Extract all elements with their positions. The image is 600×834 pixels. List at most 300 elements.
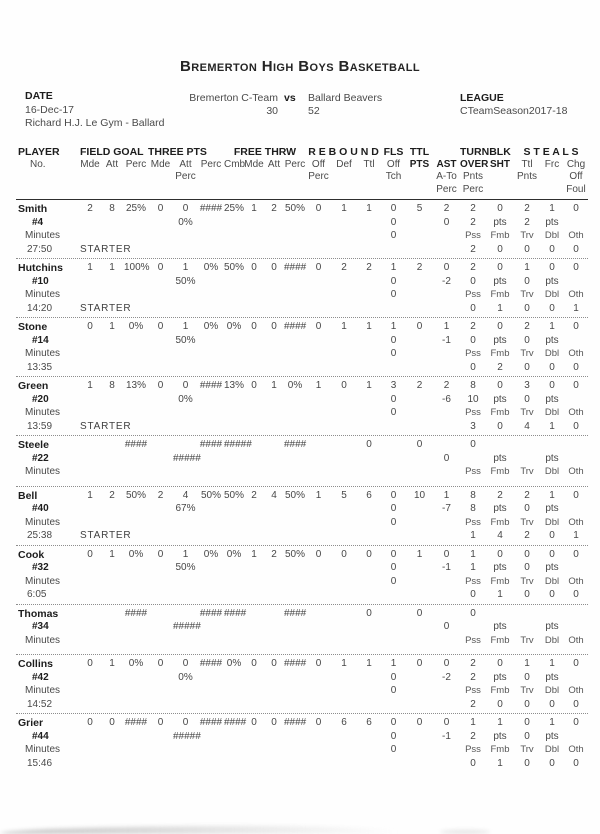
player-row-cook	[16, 546, 588, 605]
cell-fls-tch: 0	[390, 393, 397, 405]
turnover-detail-label: Fmb	[490, 230, 510, 241]
starter-label: STARTER	[80, 420, 132, 432]
player-number: #44	[32, 730, 49, 742]
cell-rb-ttl: 2	[366, 262, 372, 273]
cell-rb-off: 0	[315, 203, 322, 214]
turnover-detail-label: Fmb	[490, 744, 510, 755]
turnover-detail-label: Fmb	[490, 289, 510, 300]
cell-tp-perc: ####	[199, 658, 223, 669]
cell-rb-ttl: 0	[366, 607, 372, 619]
subheader-tp-att-perc: Perc	[175, 171, 196, 182]
date-value: 16-Dec-17	[25, 103, 75, 116]
player-row-green	[16, 377, 588, 436]
cell-turnover-detail: 4	[524, 420, 530, 432]
cell-ast-ato: 0	[443, 452, 450, 464]
cell-fls-line3: 0	[390, 575, 397, 587]
cell-over: 0	[470, 439, 476, 450]
minutes-label: Minutes	[25, 348, 61, 359]
minutes-label: Minutes	[25, 407, 61, 418]
cell-fg-att: 8	[109, 380, 115, 391]
cell-fg-mde: 0	[87, 658, 93, 669]
cell-ft-perc: ####	[284, 321, 307, 332]
turnover-detail-label: Fmb	[490, 575, 510, 587]
pts-unit-label: pts	[545, 503, 559, 514]
cell-tp-cmb: 0%	[226, 548, 242, 560]
turnover-detail-label: Trv	[520, 516, 534, 528]
cell-fg-att: 0	[109, 717, 115, 728]
pts-unit-label: pts	[545, 562, 559, 573]
cell-ast-ato: -1	[442, 334, 451, 346]
cell-turnover-detail: 1	[497, 757, 503, 769]
pts-unit-label: pts	[545, 216, 559, 228]
turnover-detail-label: Pss	[465, 575, 481, 587]
cell-tp-att: 0	[182, 203, 189, 214]
pts-unit-label: pts	[545, 334, 559, 346]
pts-unit-label: pts	[493, 334, 507, 346]
cell-tp-perc: 0%	[203, 321, 219, 332]
player-name: Smith	[18, 203, 48, 215]
cell-tp-att: 1	[182, 321, 189, 332]
cell-turnover-detail: 0	[470, 589, 476, 600]
cell-tp-perc: ####	[199, 439, 223, 450]
cell-over: 2	[470, 321, 476, 332]
cell-rb-off: 0	[315, 548, 322, 560]
league-label: LEAGUE	[460, 91, 504, 104]
turnover-detail-label: Pss	[465, 289, 481, 300]
cell-stl-frc: 1	[549, 658, 555, 669]
cell-tp-cmb: 50%	[224, 489, 245, 501]
turnover-detail-label: Trv	[520, 634, 534, 646]
cell-fls-off: 1	[390, 262, 397, 273]
player-name: Hutchins	[18, 262, 63, 274]
cell-over: 2	[470, 203, 476, 214]
cell-pts: 0	[416, 321, 423, 332]
turnover-detail-label: Oth	[568, 685, 584, 696]
cell-ast-ato: -1	[442, 562, 451, 573]
cell-stl-ttl: 1	[524, 658, 530, 669]
cell-turnover-detail: 0	[470, 757, 476, 769]
cell-tp-mde: 0	[157, 380, 164, 391]
player-name: Steele	[18, 439, 49, 451]
cell-stl-frc: 1	[549, 321, 555, 332]
cell-stl-chg: 0	[573, 262, 579, 273]
subheader-ft-perc: Perc	[284, 158, 306, 170]
cell-ast: 0	[443, 658, 450, 669]
subheader-chg: Chg	[566, 158, 586, 170]
player-name: Grier	[18, 717, 44, 729]
cell-ft-att: 0	[271, 717, 277, 728]
cell-blk-sht: 0	[497, 262, 503, 273]
pts-unit-label: pts	[493, 393, 507, 405]
cell-ft-perc: ####	[284, 439, 307, 450]
cell-stl-ttl: 1	[524, 262, 530, 273]
subheader-fg-perc: Perc	[125, 158, 147, 170]
player-row-hutchins	[16, 259, 588, 318]
cell-rb-def: 2	[341, 262, 347, 273]
turnover-detail-label: Oth	[568, 466, 584, 477]
cell-tp-mde: 0	[157, 262, 164, 273]
cell-over: 2	[470, 262, 476, 273]
cell-stl-chg: 0	[573, 203, 579, 214]
cell-fg-mde: 1	[87, 489, 93, 501]
pts-unit-label: pts	[493, 275, 507, 287]
player-row-bell	[16, 487, 588, 546]
cell-rb-ttl: 6	[366, 717, 372, 728]
cell-ft-mde: 0	[251, 717, 257, 728]
player-number: #42	[32, 671, 49, 683]
cell-ft-att: 0	[271, 262, 277, 273]
cell-fls-line3: 0	[390, 516, 397, 528]
cell-tp-perc: 50%	[200, 489, 221, 501]
turnover-detail-label: Dbl	[544, 230, 560, 241]
cell-rb-def: 1	[341, 321, 347, 332]
cell-rb-def: 6	[341, 717, 347, 728]
pts-unit-label: pts	[545, 621, 559, 632]
subheader-rb-def: Def	[336, 158, 352, 170]
cell-turnover-detail: 1	[573, 530, 579, 541]
cell-ast: 1	[443, 489, 450, 501]
cell-stl-pnts: 0	[524, 503, 530, 514]
cell-tp-perc: 0%	[203, 548, 219, 560]
cell-ast: 0	[443, 548, 450, 560]
cell-ft-mde: 1	[251, 548, 257, 560]
turnover-detail-label: Oth	[568, 516, 584, 528]
player-row-steele	[16, 436, 588, 487]
cell-fg-att: 8	[109, 203, 115, 214]
cell-turnover-detail: 0	[497, 420, 503, 432]
subheader-rb-off: Off	[311, 158, 326, 170]
cell-ast-ato: -7	[442, 503, 451, 514]
cell-fg-att: 1	[109, 262, 115, 273]
pts-unit-label: pts	[493, 503, 507, 514]
cell-stl-pnts: 2	[524, 216, 530, 228]
subheader-tp-perc: Perc	[200, 158, 222, 170]
cell-over: 1	[470, 548, 476, 560]
subheader-tp-cmb: Cmb	[224, 158, 246, 170]
cell-pts: 0	[416, 717, 423, 728]
header-free-throw: FREE THRW	[233, 146, 297, 158]
cell-tp-perc: ####	[199, 203, 223, 214]
venue: Richard H.J. Le Gym - Ballard	[25, 117, 165, 129]
cell-stl-frc: 0	[549, 380, 555, 391]
cell-tp-att-perc: 50%	[175, 275, 196, 287]
header-player: PLAYER	[18, 146, 60, 158]
turnover-detail-label: Dbl	[544, 685, 560, 696]
cell-stl-ttl: 0	[524, 717, 530, 728]
pts-unit-label: pts	[493, 562, 507, 573]
cell-fls-off: 1	[390, 321, 397, 332]
cell-tp-att-perc: 0%	[178, 393, 193, 405]
subheader-ft-att: Att	[267, 158, 281, 170]
cell-rb-ttl: 0	[366, 439, 372, 450]
cell-rb-def: 1	[341, 658, 347, 669]
cell-ast: 1	[443, 321, 450, 332]
cell-ft-att: 2	[271, 203, 277, 214]
cell-pts: 5	[416, 203, 423, 214]
turnover-detail-label: Pss	[465, 230, 481, 241]
turnover-detail-label: Dbl	[544, 466, 560, 477]
cell-rb-ttl: 1	[366, 658, 372, 669]
starter-label: STARTER	[80, 302, 132, 314]
cell-turnover-detail: 0	[573, 589, 579, 600]
cell-over-pnts: 2	[470, 216, 476, 228]
turnover-detail-label: Oth	[568, 634, 584, 646]
cell-stl-chg: 0	[573, 489, 579, 501]
subheader-tp-made: Mde	[150, 158, 171, 170]
cell-ast-ato: -1	[442, 730, 451, 742]
table-header	[16, 146, 588, 200]
header-fouls: FLS	[383, 146, 404, 158]
minutes-value: 14:52	[27, 698, 53, 710]
cell-tp-att: 1	[182, 548, 189, 560]
cell-fg-mde: 1	[87, 262, 93, 273]
cell-rb-ttl: 1	[366, 380, 372, 391]
turnover-detail-label: Dbl	[544, 289, 560, 300]
cell-turnover-detail: 0	[549, 757, 555, 769]
cell-tp-mde: 2	[157, 489, 164, 501]
cell-rb-off: 0	[315, 658, 322, 669]
cell-blk-sht: 0	[497, 548, 503, 560]
cell-pts: 2	[416, 262, 423, 273]
page-title: Bremerton High Boys Basketball	[180, 58, 420, 75]
cell-fg-perc: 100%	[124, 262, 150, 273]
cell-over: 8	[470, 489, 476, 501]
minutes-value: 15:46	[27, 757, 53, 769]
cell-turnover-detail: 0	[524, 589, 530, 600]
turnover-detail-label: Trv	[520, 575, 534, 587]
subheader-fg-att: Att	[105, 158, 119, 170]
cell-stl-chg: 0	[573, 380, 579, 391]
cell-ft-att: 2	[271, 548, 277, 560]
cell-fg-att: 1	[109, 548, 115, 560]
cell-tp-att: 0	[182, 380, 189, 391]
cell-tp-cmb: 13%	[224, 380, 245, 391]
header-field-goal: FIELD GOAL	[80, 146, 144, 158]
cell-fls-line3: 0	[390, 744, 397, 755]
cell-blk-sht: 0	[497, 658, 503, 669]
cell-turnover-detail: 2	[524, 530, 530, 541]
cell-ast-ato: 0	[443, 216, 450, 228]
minutes-label: Minutes	[25, 289, 61, 300]
cell-rb-off: 1	[315, 489, 322, 501]
cell-ast-ato: 0	[443, 621, 450, 632]
subheader-no: No.	[30, 158, 46, 170]
player-number: #10	[32, 275, 49, 287]
cell-over: 0	[470, 607, 476, 619]
turnover-detail-label: Pss	[465, 466, 481, 477]
cell-turnover-detail: 0	[549, 361, 555, 373]
cell-fls-line3: 0	[390, 230, 397, 241]
cell-over-pnts: 2	[470, 671, 476, 683]
cell-ft-mde: 0	[251, 321, 257, 332]
cell-ft-perc: 50%	[284, 548, 305, 560]
subheader-fls-tch: Tch	[385, 171, 402, 182]
cell-stl-pnts: 0	[524, 393, 530, 405]
cell-tp-cmb: 25%	[224, 203, 245, 214]
turnover-detail-label: Trv	[520, 289, 534, 300]
subheader-ast: AST	[436, 158, 457, 170]
cell-tp-perc: 0%	[203, 262, 219, 273]
turnover-detail-label: Fmb	[490, 407, 510, 418]
cell-tp-mde: 0	[157, 548, 164, 560]
cell-stl-pnts: 0	[524, 562, 530, 573]
cell-fls-tch: 0	[390, 562, 397, 573]
cell-turnover-detail: 0	[524, 698, 530, 710]
cell-fg-mde: 2	[87, 203, 93, 214]
subheader-rb-ttl: Ttl	[363, 158, 375, 170]
turnover-detail-label: Trv	[520, 230, 534, 241]
turnover-detail-label: Pss	[465, 744, 481, 755]
cell-fg-perc: 25%	[125, 203, 146, 214]
player-row-thomas	[16, 605, 588, 656]
cell-tp-att-perc: 0%	[178, 216, 193, 228]
cell-fg-perc: 50%	[125, 489, 146, 501]
cell-fls-tch: 0	[390, 730, 397, 742]
minutes-value: 6:05	[27, 589, 47, 600]
cell-ast: 2	[443, 203, 450, 214]
player-number: #14	[32, 334, 49, 346]
cell-fls-off: 0	[390, 548, 397, 560]
cell-ast: 0	[443, 717, 450, 728]
away-team-name: Ballard Beavers	[308, 91, 383, 104]
cell-fg-mde: 1	[87, 380, 93, 391]
cell-fg-mde: 0	[87, 717, 93, 728]
cell-turnover-detail: 0	[470, 361, 476, 373]
cell-rb-ttl: 6	[366, 489, 372, 501]
cell-tp-mde: 0	[157, 658, 164, 669]
cell-fg-att: 1	[109, 321, 115, 332]
minutes-label: Minutes	[25, 685, 61, 696]
turnover-detail-label: Dbl	[544, 348, 560, 359]
cell-turnover-detail: 0	[497, 243, 503, 255]
cell-stl-chg: 0	[573, 321, 579, 332]
cell-fg-perc: ####	[124, 607, 148, 619]
cell-rb-def: 0	[341, 548, 347, 560]
cell-over: 2	[470, 658, 476, 669]
header-turn: TURN	[460, 146, 490, 158]
cell-ft-mde: 0	[251, 380, 257, 391]
cell-fg-perc: ####	[124, 717, 148, 728]
cell-stl-ttl: 2	[524, 489, 530, 501]
subheader-frc: Frc	[544, 158, 560, 170]
cell-rb-off: 1	[315, 380, 322, 391]
cell-fg-perc: 0%	[128, 548, 144, 560]
turnover-detail-label: Dbl	[544, 575, 560, 587]
cell-pts: 10	[413, 489, 426, 501]
player-name: Bell	[18, 489, 38, 502]
pts-unit-label: pts	[493, 216, 507, 228]
starter-label: STARTER	[80, 243, 132, 255]
subheader-ast-ato: A-To	[436, 171, 457, 182]
pts-unit-label: pts	[493, 621, 507, 632]
cell-stl-chg: 0	[573, 658, 579, 669]
player-rows	[0, 200, 600, 772]
pts-unit-label: pts	[545, 393, 559, 405]
cell-pts: 0	[416, 439, 423, 450]
cell-turnover-detail: 4	[497, 530, 503, 541]
turnover-detail-label: Fmb	[490, 685, 510, 696]
cell-ft-perc: ####	[284, 607, 307, 619]
cell-ft-mde: 2	[251, 489, 257, 501]
cell-ft-perc: ####	[284, 262, 307, 273]
scan-shadow	[0, 826, 420, 834]
turnover-detail-label: Fmb	[490, 348, 510, 359]
cell-turnover-detail: 1	[470, 530, 476, 541]
minutes-label: Minutes	[25, 230, 61, 241]
subheader-rb-off-perc: Perc	[308, 171, 329, 182]
away-team-score: 52	[308, 105, 320, 117]
player-name: Thomas	[18, 607, 59, 620]
cell-turnover-detail: 0	[573, 361, 579, 373]
turnover-detail-label: Fmb	[490, 516, 510, 528]
turnover-detail-label: Oth	[568, 407, 584, 418]
minutes-value: 27:50	[27, 243, 53, 255]
cell-stl-ttl: 2	[524, 321, 530, 332]
turnover-detail-label: Trv	[520, 744, 534, 755]
turnover-detail-label: Dbl	[544, 744, 560, 755]
cell-over: 8	[470, 380, 476, 391]
cell-turnover-detail: 2	[470, 243, 476, 255]
cell-tp-cmb: 0%	[226, 658, 242, 669]
cell-rb-off: 0	[315, 717, 322, 728]
cell-over-pnts: 0	[470, 334, 476, 346]
cell-blk-sht: 1	[497, 717, 503, 728]
turnover-detail-label: Dbl	[544, 407, 560, 418]
cell-tp-cmb: 50%	[224, 262, 245, 273]
turnover-detail-label: Fmb	[490, 466, 510, 477]
cell-fls-tch: 0	[390, 671, 397, 683]
cell-fg-att: 2	[109, 489, 115, 501]
cell-turnover-detail: 0	[524, 757, 530, 769]
player-name: Stone	[18, 321, 48, 333]
minutes-label: Minutes	[25, 744, 61, 755]
cell-fg-mde: 0	[87, 321, 93, 332]
cell-rb-def: 5	[341, 489, 347, 501]
cell-tp-mde: 0	[157, 203, 164, 214]
cell-ast-ato: -6	[442, 393, 451, 405]
cell-ft-mde: 0	[251, 262, 257, 273]
player-number: #20	[32, 393, 49, 405]
cell-fls-tch: 0	[390, 503, 397, 514]
turnover-detail-label: Oth	[568, 230, 584, 241]
turnover-detail-label: Pss	[465, 407, 481, 418]
turnover-detail-label: Trv	[520, 466, 534, 477]
subheader-chg-foul: Foul	[566, 183, 586, 195]
cell-ft-mde: 1	[251, 203, 257, 214]
turnover-detail-label: Oth	[568, 575, 584, 587]
cell-stl-chg: 0	[573, 717, 579, 728]
game-meta	[0, 90, 600, 138]
cell-stl-frc: 1	[549, 717, 555, 728]
pts-unit-label: pts	[493, 671, 507, 683]
cell-turnover-detail: 0	[573, 420, 579, 432]
pts-unit-label: pts	[493, 452, 507, 464]
cell-tp-att-perc: 0%	[178, 671, 193, 683]
subheader-ft-made: Mde	[244, 158, 264, 170]
subheader-over-pnts: Pnts	[462, 171, 483, 182]
cell-stl-pnts: 0	[524, 671, 530, 683]
cell-rb-off: 0	[315, 321, 322, 332]
minutes-value: 25:38	[27, 530, 53, 541]
subheader-over: OVER	[460, 158, 489, 170]
turnover-detail-label: Oth	[568, 289, 584, 300]
cell-rb-ttl: 1	[366, 203, 372, 214]
cell-fls-off: 0	[390, 489, 397, 501]
cell-fls-line3: 0	[390, 289, 397, 300]
cell-fg-perc: ####	[124, 439, 148, 450]
scan-shadow-small	[440, 830, 490, 834]
cell-turnover-detail: 0	[573, 243, 579, 255]
